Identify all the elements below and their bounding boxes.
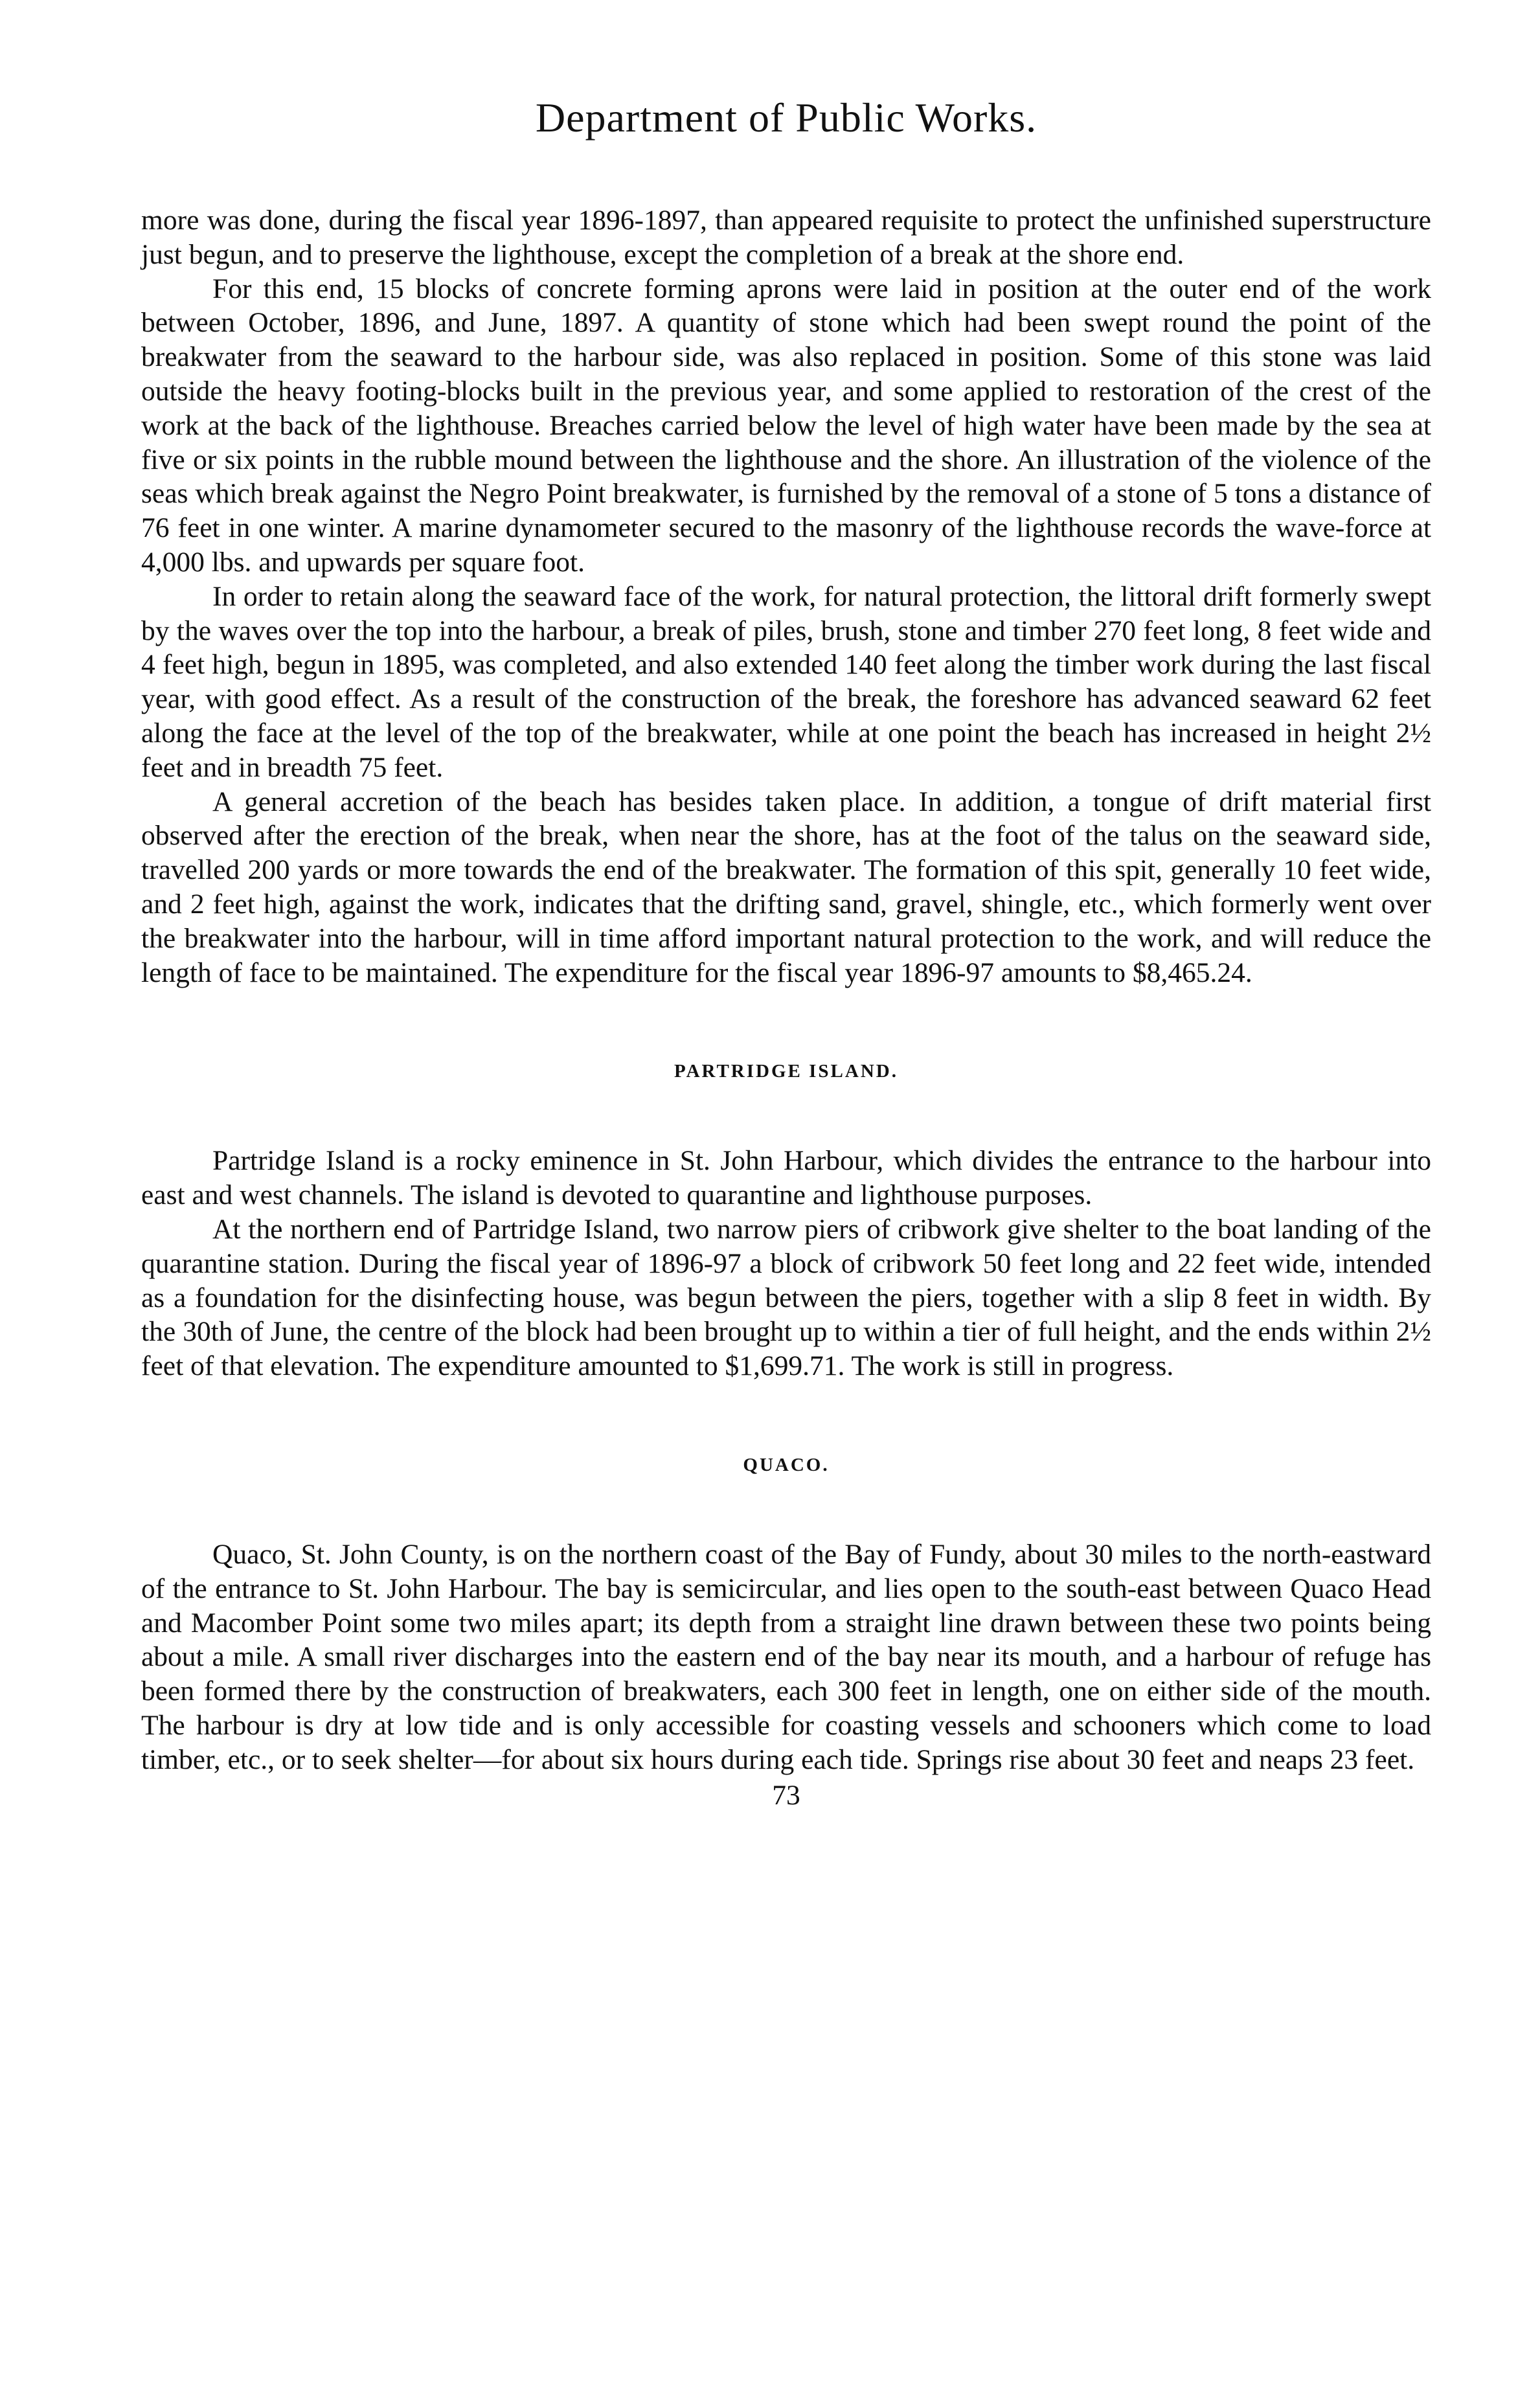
paragraph: For this end, 15 blocks of concrete forming aprons were laid in position at the outer end of the work between October, 1896, and June, 1897. A quantity of stone which had been swept round the point of the breakwater from the seaward to the harbour side, was also replaced in position. Some of this stone was laid outside the heavy footing-blocks built in the previous year, and some applied to restoration of the crest of the work at the back of the lighthouse. Breaches carried below the level of high water have been made by the sea at five or six points in the rubble mound between the lighthouse and the shore. An illustration of the violence of the seas which break against the Negro Point breakwater, is furnished by the removal of a stone of 5 tons a distance of 76 feet in one winter. A marine dynamometer secured to the masonry of the lighthouse records the wave-force at 4,000 lbs. and upwards per square foot. [141, 273, 1431, 578]
page-number: 73 [772, 1780, 800, 1811]
paragraph: In order to retain along the seaward face of the work, for natural protection, the littoral drift formerly swept by the waves over the top into the harbour, a break of piles, brush, stone and timber 270 feet long, 8 feet wide and 4 feet high, begun in 1895, was completed, and also extended 140 feet along the timber work during the last fiscal year, with good effect. As a result of the construction of the break, the foreshore has advanced seaward 62 feet along the face at the level of the top of the breakwater, while at one point the beach has increased in height 2½ feet and in breadth 75 feet. [141, 580, 1431, 783]
paragraph: A general accretion of the beach has besides taken place. In addition, a tongue of drift material first observed after the erection of the break, when near the shore, has at the foot of the talus on the seaward side, travelled 200 yards or more towards the end of the breakwater. The formation of this spit, generally 10 feet wide, and 2 feet high, against the work, indicates that the drifting sand, gravel, shingle, etc., which formerly went over the breakwater into the harbour, will in time afford important natural protection to the work, and will reduce the length of face to be maintained. The expenditure for the fiscal year 1896-97 amounts to $8,465.24. [141, 786, 1431, 988]
section-heading: QUACO. [743, 1454, 830, 1475]
paragraph: Quaco, St. John County, is on the northern coast of the Bay of Fundy, about 30 miles to the north-eastward of the entrance to St. John Harbour. The bay is semicircular, and lies open to the south-east between Quaco Head and Macomber Point some two miles apart; its depth from a straight line drawn between these two points being about a mile. A small river discharges into the eastern end of the bay near its mouth, and a harbour of refuge has been formed there by the construction of breakwaters, each 300 feet in length, one on either side of the mouth. The harbour is dry at low tide and is only accessible for coasting vessels and schooners which come to load timber, etc., or to seek shelter—for about six hours during each tide. Springs rise about 30 feet and neaps 23 feet. [141, 1538, 1431, 1775]
section-partridge-island [141, 1061, 1431, 1383]
document-page [141, 97, 1431, 1811]
paragraph: more was done, during the fiscal year 1896-1897, than appeared requisite to protect the unfinished superstructure just begun, and to preserve the lighthouse, except the completion of a break at the shore end. [141, 205, 1431, 270]
section-continuation [141, 203, 1431, 990]
section-quaco [141, 1455, 1431, 1777]
section-heading: PARTRIDGE ISLAND. [674, 1061, 898, 1082]
paragraph: Partridge Island is a rocky eminence in St. John Harbour, which divides the entrance to the harbour into east and west channels. The island is devoted to quarantine and lighthouse purposes. [141, 1145, 1431, 1211]
running-head: Department of Public Works. [535, 95, 1037, 141]
paragraph: At the northern end of Partridge Island, two narrow piers of cribwork give shelter to the boat landing of the quarantine station. During the fiscal year of 1896-97 a block of cribwork 50 feet long and 22 feet wide, intended as a foundation for the disinfecting house, was begun between the piers, together with a slip 8 feet in width. By the 30th of June, the centre of the block had been brought up to within a tier of full height, and the ends within 2½ feet of that elevation. The expenditure amounted to $1,699.71. The work is still in progress. [141, 1213, 1431, 1382]
